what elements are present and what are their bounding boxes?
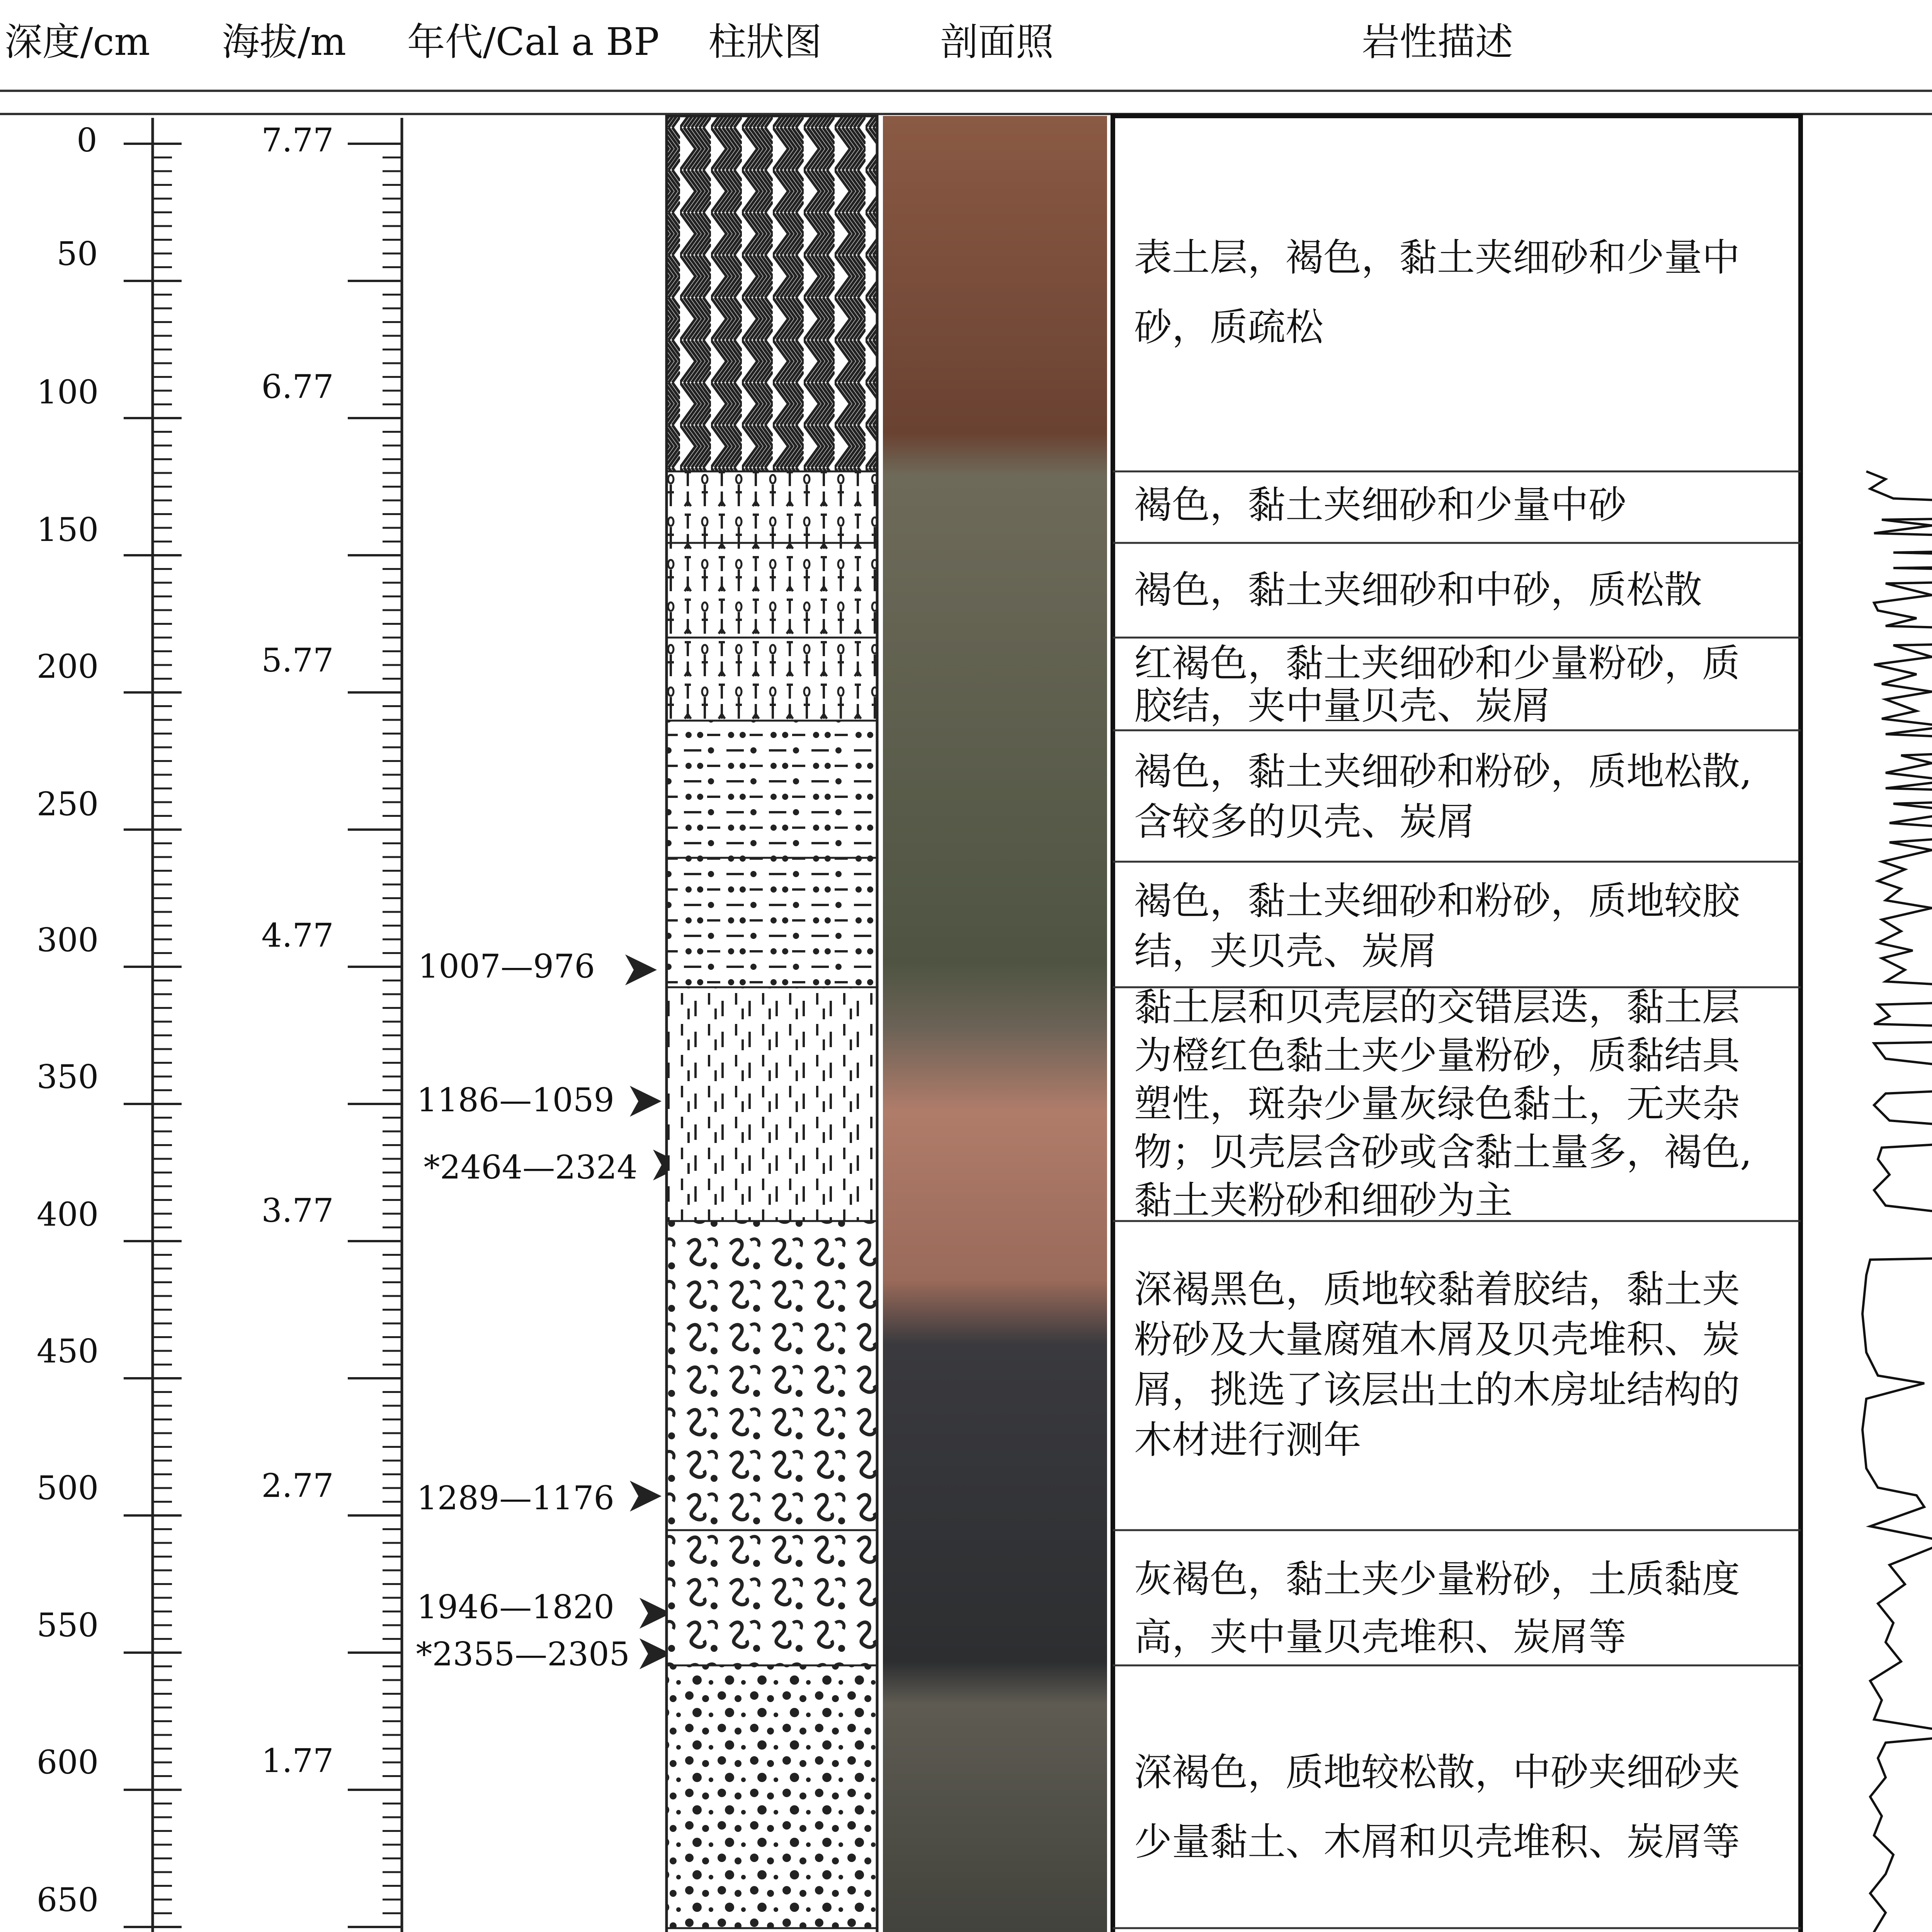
magnetic-susceptibility-curve: [1862, 471, 1932, 1932]
elevation-tick-label: 1.77: [261, 1742, 334, 1780]
elevation-tick-label: 4.77: [261, 917, 334, 954]
lithology-description-table: [1113, 116, 1801, 1932]
depth-tick-label: 0: [77, 121, 97, 159]
layer-description-line: 高，夹中量贝壳堆积、炭屑等: [1134, 1615, 1627, 1659]
artificial-deposit-pattern: [667, 471, 877, 721]
layer-description-line: 为橙红色黏土夹少量粉砂，质黏结具: [1134, 1034, 1740, 1078]
header-lithology: 岩性描述: [1361, 20, 1514, 64]
header-age: 年代/Cal a BP: [407, 20, 660, 64]
age-arrow: [625, 954, 657, 985]
layer-description-line: 物；贝壳层含砂或含黏土量多，褐色,: [1134, 1130, 1752, 1174]
layer-description-line: 深褐黑色，质地较黏着胶结，黏土夹: [1134, 1267, 1740, 1311]
sand-pattern: [667, 1665, 877, 1928]
age-markers: [416, 947, 685, 1932]
layer-description-line: 黏土夹粉砂和细砂为主: [1134, 1179, 1513, 1223]
header-row: [0, 12, 1932, 114]
depth-tick-label: 150: [36, 511, 99, 549]
fill-soil-pattern: [667, 116, 877, 471]
header-column: 柱狀图: [708, 20, 822, 64]
layer-description-line: 褐色，黏土夹细砂和少量中砂: [1134, 483, 1627, 527]
layer-description-line: 塑性，斑杂少量灰绿色黏土，无夹杂: [1134, 1082, 1740, 1126]
elevation-minor-ticks: [348, 144, 402, 1932]
elevation-tick-label: 2.77: [261, 1467, 334, 1505]
clay-pattern: [667, 987, 877, 1221]
depth-tick-label: 600: [36, 1743, 99, 1781]
age-label: *2464—2324: [423, 1148, 638, 1186]
elevation-tick-label: 5.77: [261, 641, 334, 679]
layer-description-line: 表土层，褐色，黏土夹细砂和少量中: [1134, 236, 1740, 280]
layer-description-line: 含较多的贝壳、炭屑: [1134, 800, 1475, 844]
layer-description-line: 深褐色，质地较松散，中砂夹细砂夹: [1134, 1750, 1740, 1794]
layer-description-line: 褐色，黏土夹细砂和粉砂，质地松散,: [1134, 750, 1752, 794]
age-label: 1186—1059: [417, 1081, 614, 1119]
header-photo: 剖面照: [940, 20, 1054, 64]
layer-description-line: 结，夹贝壳、炭屑: [1134, 929, 1437, 973]
age-label: 1007—976: [418, 947, 595, 985]
layer-description-line: 砂，质疏松: [1134, 305, 1324, 349]
layer-description-line: 褐色，黏土夹细砂和粉砂，质地较胶: [1134, 879, 1740, 923]
age-label: *2355—2305: [416, 1635, 630, 1673]
age-arrow: [630, 1086, 662, 1117]
header-elevation: 海拔/m: [222, 20, 346, 64]
elevation-axis: [261, 118, 402, 1932]
depth-tick-label: 650: [36, 1881, 99, 1919]
shell-layer-pattern: [667, 1221, 877, 1530]
depth-tick-label: 300: [36, 921, 99, 959]
depth-minor-ticks: [153, 144, 172, 1932]
layer-description-line: 少量黏土、木屑和贝壳堆积、炭屑等: [1134, 1820, 1740, 1864]
lithology-column: [667, 116, 877, 1932]
layer-description-line: 胶结，夹中量贝壳、炭屑: [1134, 684, 1551, 728]
header-depth: 深度/cm: [4, 20, 150, 64]
depth-tick-label: 50: [56, 235, 98, 273]
layer-description-line: 屑，挑选了该层出土的木房址结构的: [1134, 1368, 1740, 1412]
depth-tick-label: 350: [36, 1058, 99, 1096]
depth-tick-label: 450: [36, 1332, 99, 1370]
elevation-tick-label: 6.77: [261, 368, 334, 406]
shell-layer-pattern: [667, 1530, 877, 1665]
depth-tick-label: 550: [36, 1606, 99, 1644]
layer-description-line: 灰褐色，黏土夹少量粉砂，土质黏度: [1134, 1557, 1740, 1601]
elevation-tick-label: 7.77: [261, 121, 334, 159]
layer-description-line: 木材进行测年: [1134, 1418, 1362, 1462]
age-label: 1946—1820: [417, 1588, 614, 1626]
elevation-tick-label: 3.77: [261, 1192, 334, 1230]
layer-description-line: 红褐色，黏土夹细砂和少量粉砂，质: [1134, 641, 1740, 685]
age-arrow: [630, 1481, 662, 1512]
profile-photo: [883, 116, 1107, 1932]
age-label: 1289—1176: [417, 1479, 614, 1517]
depth-tick-label: 100: [36, 373, 99, 411]
depth-axis: [33, 118, 182, 1932]
clay-sand-pattern: [667, 721, 877, 987]
depth-tick-label: 400: [36, 1196, 99, 1233]
layer-description-line: 黏土层和贝壳层的交错层迭，黏土层: [1134, 985, 1740, 1029]
layer-description-line: 褐色，黏土夹细砂和中砂，质松散: [1134, 568, 1702, 612]
depth-tick-label: 500: [36, 1469, 99, 1507]
layer-description-line: 粉砂及大量腐殖木屑及贝壳堆积、炭: [1134, 1318, 1740, 1362]
magnetic-susceptibility-plot: [1832, 471, 1932, 1932]
depth-tick-label: 200: [36, 648, 99, 685]
depth-tick-label: 250: [36, 785, 99, 823]
